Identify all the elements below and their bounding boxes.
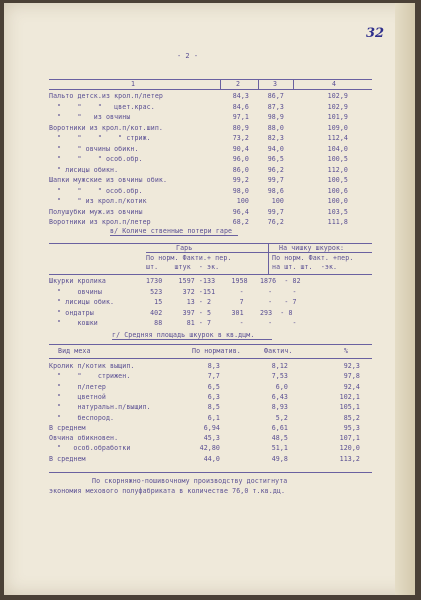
section-b-subheader: По норм. Факт. +пер. (272, 254, 354, 262)
section-b-subheader-rule (146, 252, 372, 253)
section-g-row-label: " п/летер (49, 382, 106, 391)
table1-cell: 90,4 (232, 144, 249, 153)
section-g-row-label: Овчина обикновен. (49, 434, 119, 443)
section-g-header-rule (49, 358, 372, 359)
table1-header: 2 (236, 80, 241, 88)
section-b-row-values: 88 81 - 7 - - - (146, 319, 297, 327)
table1-row-label: Шапки мужские из овчины обик. (49, 176, 168, 184)
section-g-cell: 42,80 (199, 444, 220, 453)
section-b-row-label: " лисицы обик. (49, 298, 115, 306)
section-g-cell: 44,0 (203, 454, 220, 463)
table1-cell: 100,5 (327, 155, 348, 163)
table1-cell: 102,9 (327, 92, 348, 100)
table1-header: 3 (273, 80, 278, 88)
table1-cell: 112,4 (327, 134, 348, 142)
section-g-row-label: " цветной (49, 392, 106, 401)
section-g-row-label: " беспород. (49, 413, 115, 422)
sheet-edge (395, 3, 415, 595)
section-g-title-underline (112, 339, 272, 340)
section-g-cell: 8,5 (207, 403, 220, 412)
table1-cell: 98,0 (232, 186, 249, 195)
section-b-row-label: Шкурки кролика (49, 277, 106, 285)
section-g-header: % (344, 347, 349, 355)
table1-cell: 82,3 (267, 134, 284, 142)
table1-cell: 98,9 (267, 113, 284, 121)
table1-cell: 109,0 (327, 123, 348, 132)
section-b-title: в/ Количе ственные потери гаре (110, 227, 233, 235)
table1-row-label: " " из овчины (49, 113, 131, 121)
table1-cell: 102,9 (327, 102, 348, 111)
section-g-cell: 8,12 (271, 362, 288, 370)
section-g-cell: 8,3 (207, 362, 220, 370)
table1-cell: 99,2 (232, 176, 249, 184)
section-g-cell: 6,61 (271, 423, 288, 432)
section-g-cell: 7,53 (271, 372, 288, 381)
table1-col-divider (258, 79, 259, 89)
section-g-cell: 85,2 (343, 413, 360, 422)
table1-row-label: " " " " стриж. (49, 134, 151, 142)
section-b-header-left: Гарь (176, 244, 193, 252)
section-g-cell: 6,5 (207, 382, 220, 391)
section-b-row-label: " ондатры (49, 308, 94, 317)
table1-cell: 97,1 (232, 113, 249, 121)
table1-header-rule (49, 89, 372, 90)
table1-cell: 86,0 (232, 165, 249, 174)
table1-cell: 100,5 (327, 176, 348, 184)
section-g-cell: 102,1 (339, 392, 360, 401)
section-b-header-rule (49, 274, 372, 275)
footer-line-2: экономия мехового полуфабриката в количестве 76,0 т.кв.дц. (49, 487, 286, 495)
table1-cell: 94,0 (267, 144, 284, 153)
section-g-cell: 45,3 (203, 434, 220, 443)
table1-cell: 99,7 (267, 176, 284, 184)
section-g-cell: 8,93 (271, 403, 288, 412)
section-b-header-right: На чишку шкурок: (279, 244, 345, 252)
section-g-cell: 6,43 (271, 392, 288, 401)
section-b-row-values: 15 13 - 2 7 - - 7 (146, 298, 297, 306)
section-b-subheader: на шт. шт. -эк. (272, 263, 338, 271)
section-g-cell: 95,3 (343, 423, 360, 432)
table1-row-label: Воротники из крол.п/кот.шип. (49, 123, 163, 132)
table1-row-label: Полушубки муж.из овчины (49, 207, 143, 216)
table1-cell: 101,9 (327, 113, 348, 121)
section-g-title: г/ Средняя площадь шкурок в кв.дцм. (112, 331, 255, 339)
section-g-cell: 120,0 (339, 444, 360, 453)
table1-row-label: " лисицы обикн. (49, 165, 119, 174)
section-b-row-values: 523 372 -151 - - - (146, 287, 297, 296)
table1-cell: 100 (271, 197, 284, 205)
section-g-cell: 107,1 (339, 434, 360, 443)
section-g-top-rule (49, 344, 372, 345)
table1-col-divider (220, 79, 221, 89)
section-g-row-label: " " стрижен. (49, 372, 131, 381)
table1-row-label: Воротники из крол.п/летер (49, 218, 151, 226)
section-b-row-label: " кошки (49, 319, 98, 327)
table1-cell: 98,6 (267, 186, 284, 195)
section-g-cell: 6,1 (207, 413, 220, 422)
section-g-cell: 51,1 (271, 444, 288, 453)
section-g-row-label: " натуральн.п/выщип. (49, 403, 151, 412)
table1-cell: 103,5 (327, 207, 348, 216)
section-b-col-divider (268, 243, 269, 274)
table1-cell: 96,0 (232, 155, 249, 163)
table1-cell: 96,5 (267, 155, 284, 163)
section-g-cell: 97,8 (343, 372, 360, 381)
section-g-cell: 92,3 (343, 362, 360, 370)
table1-row-label: " " " ocoб.обр. (49, 186, 143, 195)
table1-header: 4 (332, 80, 337, 88)
section-g-header: Вид меха (58, 347, 91, 355)
table1-cell: 104,0 (327, 144, 348, 153)
table1-cell: 112,0 (327, 165, 348, 174)
section-g-header: Фактич. (264, 347, 293, 355)
table1-cell: 100,6 (327, 186, 348, 195)
section-g-cell: 6,3 (207, 392, 220, 401)
section-g-row-label: " ocoб.обработки (49, 444, 131, 453)
section-g-row-label: Кролик п/котик выщип. (49, 362, 135, 370)
section-g-cell: 6,94 (203, 423, 220, 432)
table1-cell: 86,7 (267, 92, 284, 100)
section-g-cell: 6,0 (275, 382, 288, 391)
table1-cell: 84,6 (232, 102, 249, 111)
folio-number: 32 (366, 26, 385, 41)
section-g-cell: 5,2 (275, 413, 288, 422)
section-g-cell: 48,5 (271, 434, 288, 443)
table1-top-rule (49, 79, 372, 80)
table1-cell: 84,3 (232, 92, 249, 100)
section-g-cell: 113,2 (339, 454, 360, 463)
section-g-cell: 105,1 (339, 403, 360, 412)
table1-cell: 100 (236, 197, 249, 205)
section-b-subheader: шт. штук - эк. (146, 263, 220, 271)
section-g-bottom-rule (49, 472, 372, 473)
table1-cell: 87,3 (267, 102, 284, 111)
page-number: - 2 - (177, 52, 199, 60)
table1-header: 1 (131, 80, 136, 88)
table1-cell: 76,2 (267, 218, 284, 226)
table1-cell: 68,2 (232, 218, 249, 226)
section-b-title-underline (110, 235, 238, 236)
table1-row-label: Пальто детск.из крол.п/летер (49, 92, 163, 100)
table1-cell: 80,9 (232, 123, 249, 132)
section-b-subheader: По норм. Факти.+ пер. (146, 254, 232, 262)
section-g-header: По норматив. (192, 347, 241, 355)
section-g-cell: 7,7 (207, 372, 220, 381)
table1-row-label: " " овчины обикн. (49, 144, 139, 153)
table1-cell: 100,0 (327, 197, 348, 205)
table1-cell: 96,4 (232, 207, 249, 216)
table1-col-divider (293, 79, 294, 89)
table1-cell: 88,0 (267, 123, 284, 132)
section-g-cell: 92,4 (343, 382, 360, 391)
section-b-row-values: 402 397 - 5 301 293 - 8 (146, 308, 293, 317)
table1-row-label: " " из крол.п/котик (49, 197, 147, 205)
table1-row-label: " " " ocoб.обр. (49, 155, 143, 163)
footer-line-1: По скорняжно-пошивочному производству достигнута (92, 477, 288, 485)
section-b-row-values: 1730 1597 -133 1958 1876 - 82 (146, 277, 301, 285)
table1-cell: 73,2 (232, 134, 249, 142)
section-g-row-label: В среднем (49, 423, 86, 432)
table1-cell: 111,8 (327, 218, 348, 226)
table1-cell: 99,7 (267, 207, 284, 216)
table1-cell: 96,2 (267, 165, 284, 174)
section-b-row-label: " овчины (49, 287, 102, 296)
table1-row-label: " " " цвет.крас. (49, 102, 155, 111)
section-g-cell: 49,8 (271, 454, 288, 463)
section-g-row-label: В среднем (49, 454, 86, 463)
